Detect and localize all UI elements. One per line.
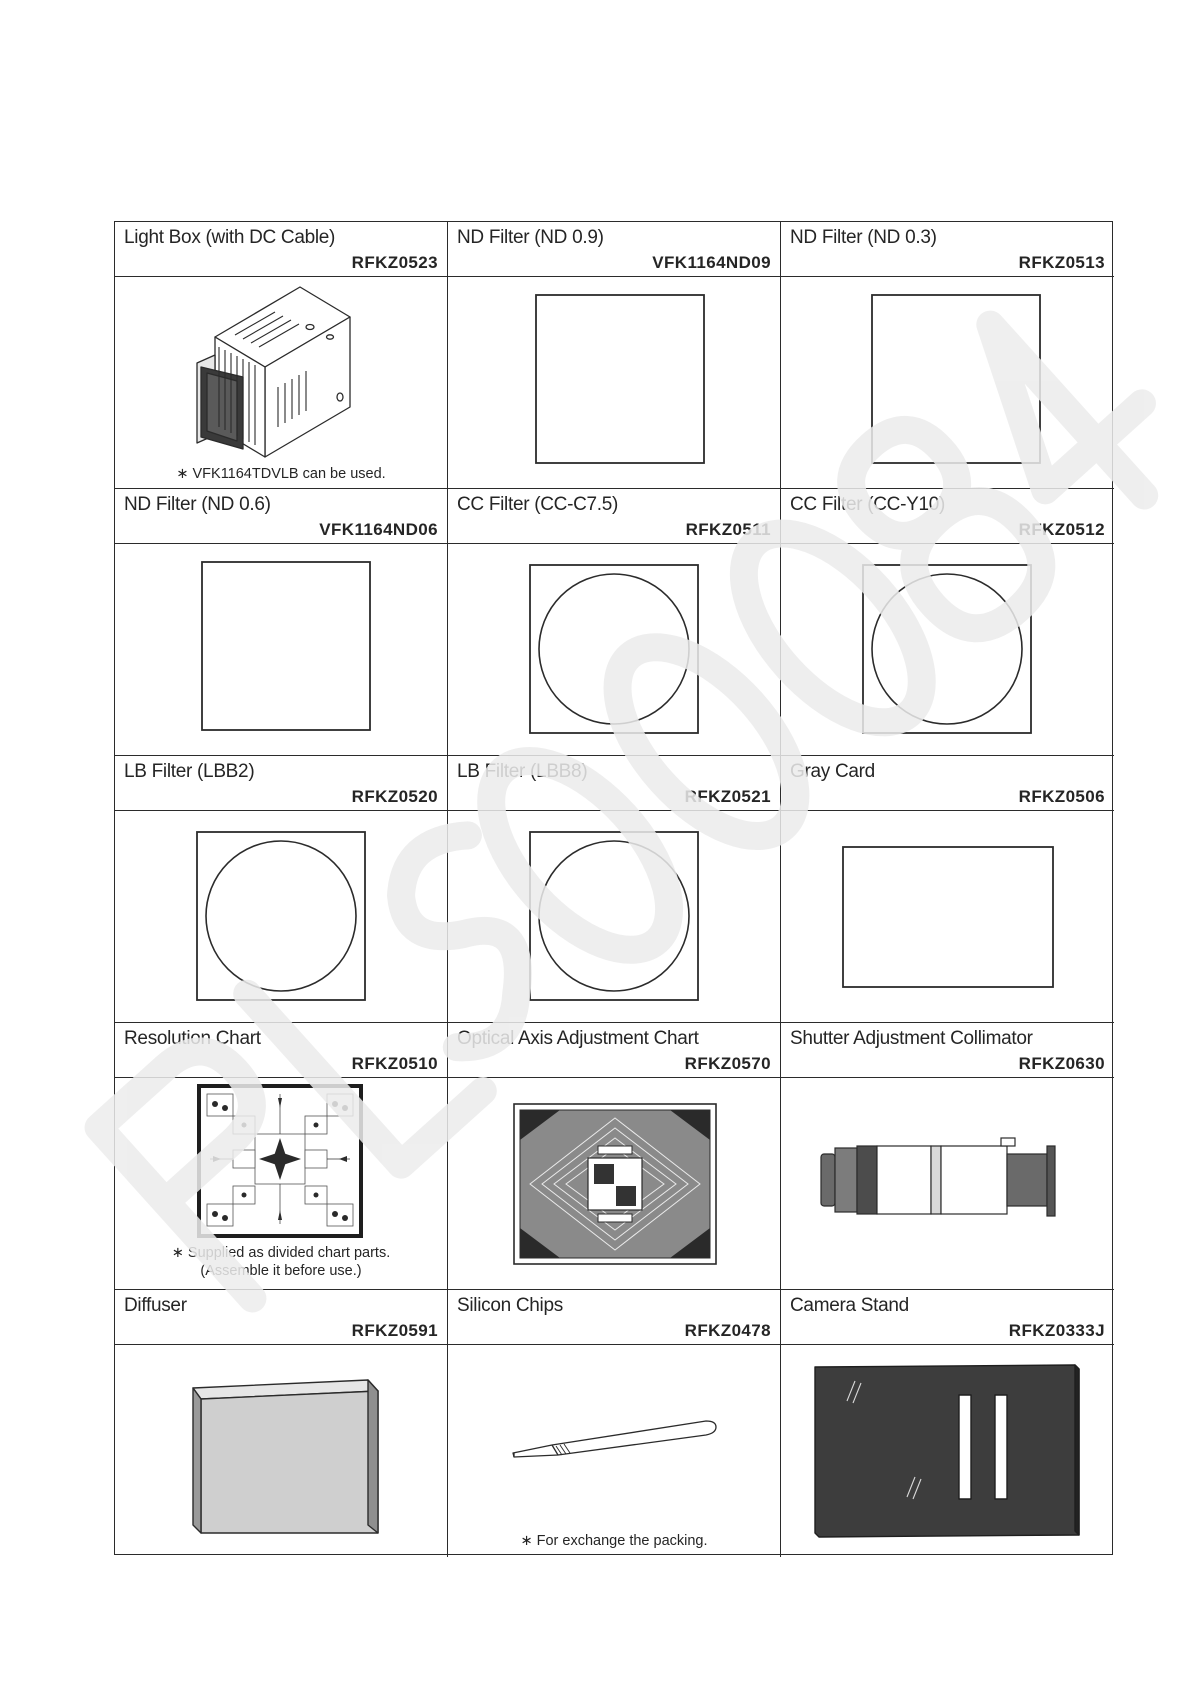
square-filter-illustration: [115, 544, 448, 756]
item-header: [448, 222, 781, 277]
item-header: [115, 489, 448, 544]
item-header: [115, 1023, 448, 1078]
square-filter-illustration: [448, 277, 781, 489]
silicon-chips-picture-cell: [448, 1345, 781, 1557]
item-name: ND Filter (ND 0.9): [457, 227, 604, 248]
collimator-picture-cell: [781, 1078, 1114, 1290]
round-filter-illustration: [448, 544, 781, 756]
item-name: ND Filter (ND 0.3): [790, 227, 937, 248]
part-number: RFKZ0630: [1018, 1054, 1105, 1073]
diffuser-picture-cell: [115, 1345, 448, 1557]
item-header: [781, 1290, 1114, 1345]
camera-stand-illustration: [781, 1345, 1114, 1557]
item-name: Resolution Chart: [124, 1028, 261, 1049]
part-number: RFKZ0513: [1018, 253, 1105, 272]
round-filter-illustration: [448, 811, 781, 1023]
optical-axis-chart-picture-cell: [448, 1078, 781, 1290]
part-number: RFKZ0591: [351, 1321, 438, 1340]
collimator-illustration: [781, 1078, 1114, 1290]
resolution-chart-note-line2: (Assemble it before use.): [200, 1263, 362, 1279]
round-filter-illustration: [115, 811, 448, 1023]
nd-filter-06-picture-cell: [115, 544, 448, 756]
tweezers-illustration: [448, 1345, 781, 1557]
gray-card-illustration: [781, 811, 1114, 1023]
part-number: RFKZ0570: [684, 1054, 771, 1073]
lb-filter-lbb8-picture-cell: [448, 811, 781, 1023]
item-name: LB Filter (LBB8): [457, 761, 588, 782]
part-number: RFKZ0333J: [1008, 1321, 1105, 1340]
item-name: CC Filter (CC-Y10): [790, 494, 946, 515]
nd-filter-03-picture-cell: [781, 277, 1114, 489]
item-name: Camera Stand: [790, 1295, 909, 1316]
item-header: [115, 756, 448, 811]
gray-card-picture-cell: [781, 811, 1114, 1023]
item-header: [781, 489, 1114, 544]
item-name: Shutter Adjustment Collimator: [790, 1028, 1033, 1049]
light-box-illustration: [115, 277, 448, 489]
item-name: Silicon Chips: [457, 1295, 563, 1316]
item-header: [781, 222, 1114, 277]
item-header: [448, 489, 781, 544]
part-number: RFKZ0520: [351, 787, 438, 806]
part-number: VFK1164ND06: [319, 520, 438, 539]
item-header: [115, 1290, 448, 1345]
light-box-note: ∗ VFK1164TDVLB can be used.: [176, 466, 386, 482]
item-name: Diffuser: [124, 1295, 187, 1316]
resolution-chart-picture-cell: [115, 1078, 448, 1290]
item-name: ND Filter (ND 0.6): [124, 494, 271, 515]
nd-filter-09-picture-cell: [448, 277, 781, 489]
item-header: [781, 1023, 1114, 1078]
item-name: Light Box (with DC Cable): [124, 227, 336, 248]
part-number: RFKZ0506: [1018, 787, 1105, 806]
part-number: RFKZ0511: [685, 520, 771, 539]
lb-filter-lbb2-picture-cell: [115, 811, 448, 1023]
part-number: RFKZ0510: [351, 1054, 438, 1073]
item-name: CC Filter (CC-C7.5): [457, 494, 619, 515]
light-box-picture-cell: [115, 277, 448, 489]
accessory-table: [114, 221, 1113, 1555]
part-number: RFKZ0512: [1018, 520, 1105, 539]
optical-axis-chart-illustration: [448, 1078, 781, 1290]
item-header: [448, 1290, 781, 1345]
item-header: [115, 222, 448, 277]
cc-filter-y10-picture-cell: [781, 544, 1114, 756]
diffuser-illustration: [115, 1345, 448, 1557]
item-header: [448, 1023, 781, 1078]
item-name: LB Filter (LBB2): [124, 761, 255, 782]
round-filter-illustration: [781, 544, 1114, 756]
part-number: RFKZ0478: [684, 1321, 771, 1340]
item-name: Optical Axis Adjustment Chart: [457, 1028, 699, 1049]
part-number: RFKZ0523: [351, 253, 438, 272]
item-header: [448, 756, 781, 811]
camera-stand-picture-cell: [781, 1345, 1114, 1557]
resolution-chart-note-line1: ∗ Supplied as divided chart parts.: [171, 1245, 391, 1261]
silicon-chips-note: ∗ For exchange the packing.: [520, 1533, 708, 1549]
item-header: [781, 756, 1114, 811]
part-number: VFK1164ND09: [652, 253, 771, 272]
cc-filter-c75-picture-cell: [448, 544, 781, 756]
item-name: Gray Card: [790, 761, 875, 782]
square-filter-illustration: [781, 277, 1114, 489]
part-number: RFKZ0521: [684, 787, 771, 806]
